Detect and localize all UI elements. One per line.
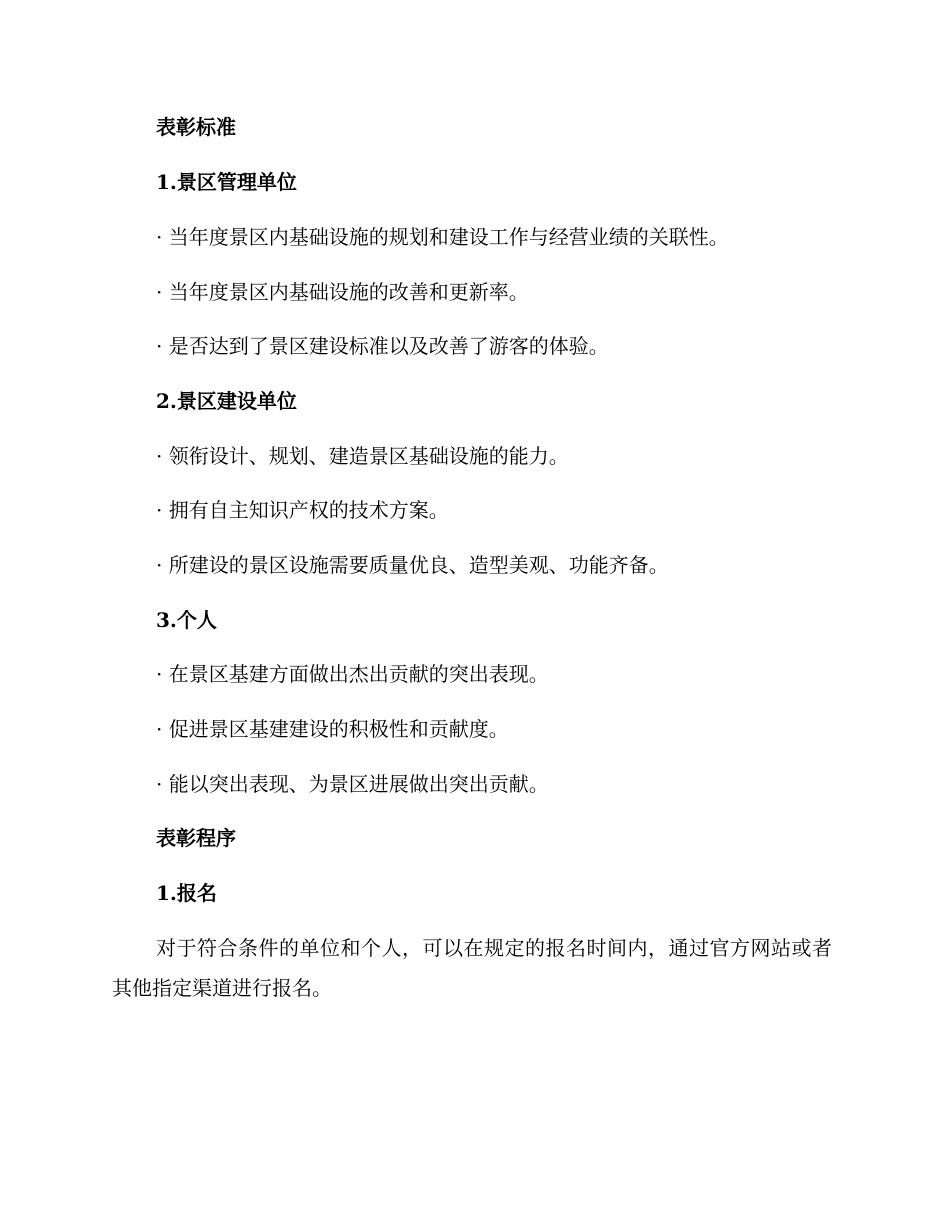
subheading-management-unit: 1.景区管理单位	[156, 170, 297, 194]
list-item: · 所建设的景区设施需要质量优良、造型美观、功能齐备。	[156, 553, 669, 577]
subheading-individual: 3.个人	[156, 608, 217, 632]
registration-paragraph: 对于符合条件的单位和个人，可以在规定的报名时间内，通过官方网站或者其他指定渠道进行报名。	[112, 936, 832, 1000]
subheading-construction-unit: 2.景区建设单位	[156, 389, 297, 413]
list-item: · 能以突出表现、为景区进展做出突出贡献。	[156, 772, 549, 796]
list-item: · 是否达到了景区建设标准以及改善了游客的体验。	[156, 334, 609, 358]
section-title-procedure: 表彰程序	[156, 826, 236, 850]
list-item: · 当年度景区内基础设施的改善和更新率。	[156, 280, 529, 304]
list-item: · 领衔设计、规划、建造景区基础设施的能力。	[156, 444, 569, 468]
subheading-registration: 1.报名	[156, 881, 217, 905]
list-item: · 在景区基建方面做出杰出贡献的突出表现。	[156, 662, 549, 686]
list-item: · 促进景区基建建设的积极性和贡献度。	[156, 717, 509, 741]
list-item: · 拥有自主知识产权的技术方案。	[156, 498, 449, 522]
section-title-standards: 表彰标准	[156, 115, 236, 139]
list-item: · 当年度景区内基础设施的规划和建设工作与经营业绩的关联性。	[156, 225, 729, 249]
